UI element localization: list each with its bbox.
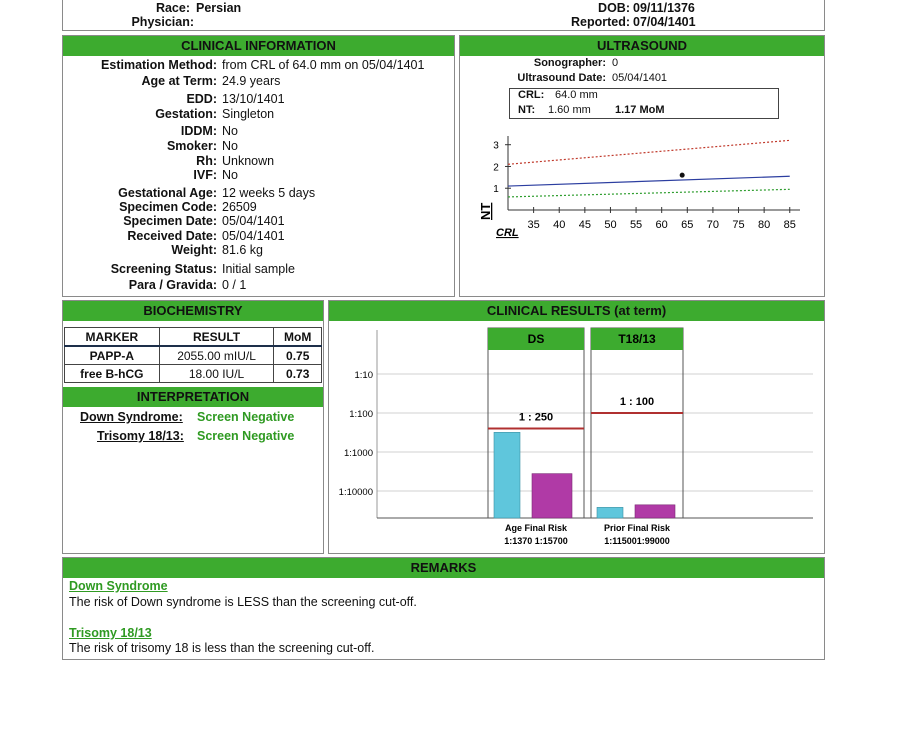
- bar-value-labels: 1:1370 1:15700: [504, 536, 568, 546]
- series-line-upper: [508, 140, 790, 164]
- clinical-row-label: Specimen Date:: [123, 214, 217, 228]
- biochem-title: BIOCHEMISTRY: [63, 301, 323, 321]
- x-tick-label: 80: [758, 219, 771, 231]
- clinical-row-value: Initial sample: [222, 262, 295, 276]
- y-tick-label: 3: [493, 140, 499, 152]
- clinical-row-value: No: [222, 139, 238, 153]
- result-cell: 18.00 IU/L: [159, 365, 274, 383]
- x-tick-label: 35: [527, 219, 540, 231]
- clinical-row-value: from CRL of 64.0 mm on 05/04/1401: [222, 58, 425, 72]
- clinical-results-title: CLINICAL RESULTS (at term): [329, 301, 824, 321]
- x-tick-label: 45: [578, 219, 591, 231]
- nt-label: NT:: [518, 104, 536, 116]
- y-axis-label: NT: [478, 202, 493, 220]
- clinical-row-label: EDD:: [186, 92, 217, 106]
- biochem-table: [64, 327, 322, 383]
- table-row: [65, 346, 322, 365]
- series-line-median: [508, 176, 790, 186]
- risk-bar-final: [635, 505, 675, 518]
- mom-cell: 0.75: [274, 346, 322, 365]
- reported-value: 07/04/1401: [633, 15, 696, 29]
- ds-interp-value: Screen Negative: [197, 410, 295, 424]
- risk-chart: [330, 326, 822, 551]
- clinical-row-label: IDDM:: [180, 124, 217, 138]
- nt-crl-chart: [470, 128, 820, 243]
- clinical-row-value: 05/04/1401: [222, 229, 285, 243]
- x-tick-label: 75: [732, 219, 745, 231]
- bar-category-labels: Age Final Risk: [504, 523, 568, 533]
- clinical-row-value: Unknown: [222, 154, 275, 168]
- x-tick-label: 70: [706, 219, 720, 231]
- remarks-t18-heading: Trisomy 18/13: [69, 626, 152, 640]
- dob-label: DOB:: [598, 1, 630, 15]
- risk-bar-prior: [597, 507, 623, 518]
- clinical-row-label: Age at Term:: [141, 74, 217, 88]
- x-tick-label: 60: [655, 219, 668, 231]
- race-label: Race:: [155, 1, 190, 15]
- ds-interp-label: Down Syndrome:: [80, 410, 183, 424]
- marker-cell: PAPP-A: [65, 346, 160, 365]
- biochem-header-marker: MARKER: [65, 328, 160, 347]
- nt-mom-value: 1.17 MoM: [615, 104, 665, 116]
- clinical-row-value: No: [222, 168, 238, 182]
- clinical-row-value: No: [222, 124, 238, 138]
- clinical-row-label: IVF:: [193, 168, 217, 182]
- risk-panel-title: DS: [527, 332, 545, 346]
- clinical-row-label: Gestational Age:: [118, 186, 217, 200]
- clinical-row-value: 81.6 kg: [222, 243, 264, 257]
- ultrasound-date-label: Ultrasound Date:: [517, 72, 606, 84]
- clinical-row-label: Weight:: [171, 243, 217, 257]
- y-tick-label: 1:100: [349, 409, 373, 420]
- remarks-ds-heading: Down Syndrome: [69, 579, 168, 593]
- clinical-row-value: 12 weeks 5 days: [222, 186, 316, 200]
- risk-bar-final: [532, 474, 572, 518]
- clinical-row-value: 13/10/1401: [222, 92, 285, 106]
- table-row: [65, 365, 322, 383]
- sonographer-label: Sonographer:: [533, 57, 606, 69]
- clinical-info-title: CLINICAL INFORMATION: [63, 36, 454, 56]
- x-axis-label: CRL: [496, 227, 519, 239]
- y-tick-label: 2: [493, 162, 499, 174]
- clinical-row-label: Screening Status:: [110, 262, 217, 276]
- dob-value: 09/11/1376: [633, 1, 695, 15]
- x-tick-label: 40: [553, 219, 566, 231]
- bar-category-labels: Prior Final Risk: [603, 523, 671, 533]
- y-tick-label: 1:10000: [338, 487, 373, 498]
- risk-bar-prior: [494, 432, 520, 518]
- y-tick-label: 1: [493, 184, 499, 196]
- clinical-row-label: Received Date:: [127, 229, 217, 243]
- biochem-header-result: RESULT: [159, 328, 274, 347]
- clinical-row-value: Singleton: [222, 107, 275, 121]
- reported-label: Reported:: [570, 15, 630, 29]
- cutoff-label: 1 : 250: [518, 411, 554, 424]
- nt-data-point: [680, 173, 685, 178]
- crl-value: 64.0 mm: [555, 89, 598, 101]
- marker-cell: free B-hCG: [65, 365, 160, 383]
- crl-label: CRL:: [518, 89, 545, 101]
- ultrasound-date-value: 05/04/1401: [612, 72, 668, 84]
- remarks-ds-text: The risk of Down syndrome is LESS than the screening cut-off.: [69, 595, 417, 609]
- race-value: Persian: [196, 1, 242, 15]
- clinical-row-label: Specimen Code:: [119, 200, 217, 214]
- biochem-header-mom: MoM: [274, 328, 322, 347]
- interpretation-title: INTERPRETATION: [63, 387, 323, 407]
- clinical-row-label: Para / Gravida:: [128, 278, 217, 292]
- physician-label: Physician:: [131, 15, 194, 29]
- clinical-row-value: 0 / 1: [222, 278, 247, 292]
- remarks-t18-text: The risk of trisomy 18 is less than the screening cut-off.: [69, 641, 375, 655]
- x-tick-label: 50: [604, 219, 617, 231]
- bar-value-labels: 1:115001:99000: [604, 536, 670, 546]
- risk-panel-T18: [591, 328, 683, 518]
- clinical-row-value: 26509: [222, 200, 257, 214]
- x-tick-label: 65: [681, 219, 694, 231]
- clinical-row-label: Smoker:: [166, 139, 217, 153]
- clinical-row-label: Estimation Method:: [101, 58, 217, 72]
- clinical-row-label: Rh:: [196, 154, 217, 168]
- nt-value: 1.60 mm: [548, 104, 591, 116]
- sonographer-value: 0: [612, 57, 619, 69]
- mom-cell: 0.73: [274, 365, 322, 383]
- y-tick-label: 1:10: [354, 370, 373, 381]
- t18-interp-label: Trisomy 18/13:: [97, 429, 184, 443]
- y-tick-label: 1:1000: [343, 448, 373, 459]
- risk-panel-title: T18/13: [618, 332, 656, 346]
- remarks-title: REMARKS: [63, 558, 824, 578]
- t18-interp-value: Screen Negative: [197, 429, 295, 443]
- clinical-row-value: 24.9 years: [222, 74, 281, 88]
- clinical-row-label: Gestation:: [155, 107, 217, 121]
- result-cell: 2055.00 mIU/L: [159, 346, 274, 365]
- x-tick-label: 85: [783, 219, 796, 231]
- clinical-row-value: 05/04/1401: [222, 214, 285, 228]
- x-tick-label: 55: [629, 219, 643, 231]
- cutoff-label: 1 : 100: [619, 396, 655, 408]
- ultrasound-title: ULTRASOUND: [460, 36, 824, 56]
- series-line-lower: [508, 189, 790, 197]
